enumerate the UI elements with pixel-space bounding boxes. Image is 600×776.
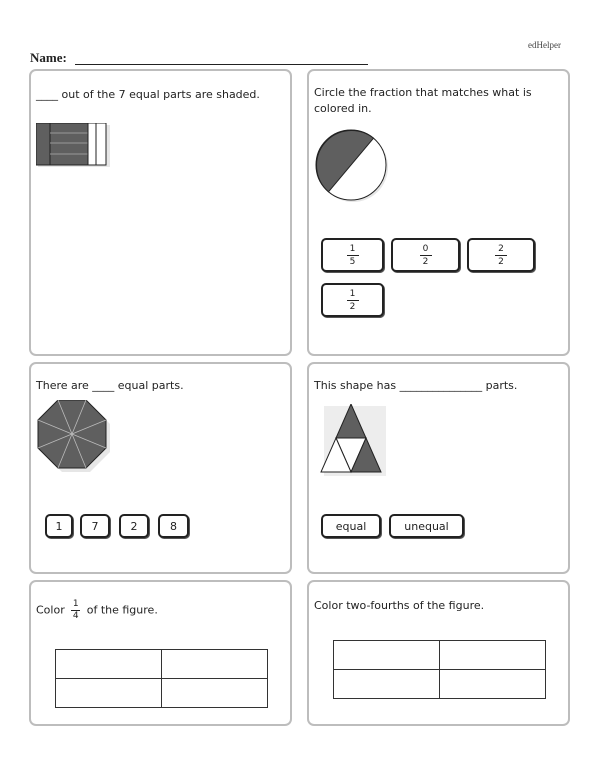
fraction-bar xyxy=(347,300,359,301)
fraction-bar xyxy=(495,255,507,256)
numerator: 2 xyxy=(498,243,504,254)
fraction-bar xyxy=(347,255,359,256)
strip-unshaded-part xyxy=(96,123,106,165)
color-grid xyxy=(55,649,268,708)
question-6-card xyxy=(307,580,570,726)
question-3-card xyxy=(29,362,292,574)
grid-cell[interactable] xyxy=(162,650,268,679)
question-2-prompt: Circle the fraction that matches what is colored in. xyxy=(314,86,532,115)
name-label: Name: xyxy=(30,50,67,65)
question-1-prompt: ____ out of the 7 equal parts are shaded. xyxy=(36,88,260,101)
answer-choice-unequal[interactable]: unequal xyxy=(389,514,464,538)
grid-cell[interactable] xyxy=(56,650,162,679)
question-4-prompt: This shape has _______________ parts. xyxy=(314,379,518,392)
triangle-figure xyxy=(320,404,386,478)
fraction-choice-1-5[interactable] xyxy=(321,238,384,272)
color-grid xyxy=(333,640,546,699)
numerator: 0 xyxy=(422,243,429,254)
answer-choice-2[interactable]: 2 xyxy=(119,514,149,538)
grid-cell[interactable] xyxy=(440,670,546,699)
name-line[interactable] xyxy=(75,64,368,65)
question-2-card xyxy=(307,69,570,356)
numerator: 1 xyxy=(349,288,356,299)
denominator: 2 xyxy=(498,256,504,267)
prompt-text: Color xyxy=(36,603,65,617)
question-6-prompt: Color two-fourths of the figure. xyxy=(314,599,485,612)
question-4-card xyxy=(307,362,570,574)
fraction xyxy=(71,600,80,621)
grid-cell[interactable] xyxy=(334,670,440,699)
question-5-prompt xyxy=(36,600,158,621)
octagon-figure xyxy=(36,400,112,476)
fraction xyxy=(347,244,359,267)
fraction-choice-0-2[interactable] xyxy=(391,238,460,272)
answer-choice-equal[interactable]: equal xyxy=(321,514,381,538)
fraction-choice-1-2[interactable] xyxy=(321,283,384,317)
fraction-bar xyxy=(420,255,432,256)
grid-cell[interactable] xyxy=(440,641,546,670)
answer-choice-1[interactable]: 1 xyxy=(45,514,73,538)
denominator: 4 xyxy=(72,611,79,621)
denominator: 2 xyxy=(349,301,356,312)
prompt-text: of the figure. xyxy=(86,603,158,617)
grid-cell[interactable] xyxy=(334,641,440,670)
fraction-choice-2-2[interactable] xyxy=(467,238,535,272)
half-colored-circle xyxy=(314,128,388,202)
grid-cell[interactable] xyxy=(162,679,268,708)
denominator: 5 xyxy=(349,256,356,267)
grid-cell[interactable] xyxy=(56,679,162,708)
shaded-strip-figure xyxy=(36,123,110,167)
strip-shaded-part xyxy=(36,123,88,165)
fraction xyxy=(495,244,507,267)
numerator: 1 xyxy=(349,243,356,254)
question-5-card xyxy=(29,580,292,726)
question-1-card xyxy=(29,69,292,356)
fraction xyxy=(347,289,359,312)
answer-choice-7[interactable]: 7 xyxy=(80,514,110,538)
brand-label: edHelper xyxy=(528,40,561,50)
numerator: 1 xyxy=(72,599,79,609)
answer-choice-8[interactable]: 8 xyxy=(158,514,189,538)
fraction xyxy=(420,244,432,267)
denominator: 2 xyxy=(422,256,429,267)
strip-unshaded-part xyxy=(88,123,96,165)
question-3-prompt: There are ____ equal parts. xyxy=(36,379,184,392)
